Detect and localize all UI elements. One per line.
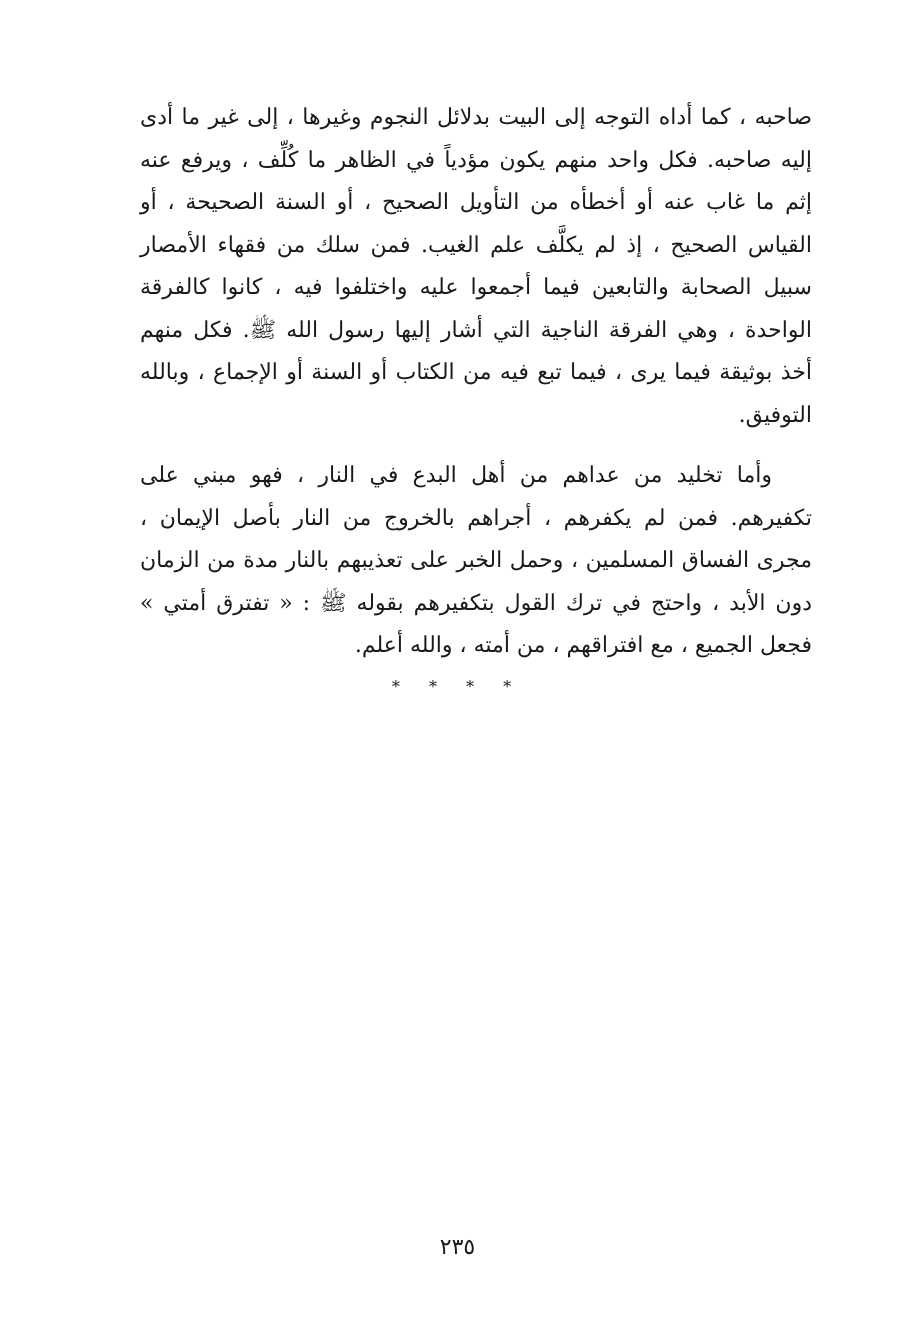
section-separator: * * * * [391,677,524,696]
paragraph-1: صاحبه ، كما أداه التوجه إلى البيت بدلائل النجوم وغيرها ، إلى غير ما أدى إليه صاحبه. فكل واحد منهم يكون مؤدياً في الظاهر ما كُلِّف ، ويرفع عنه إثم ما غاب عنه أو أخطأه من التأويل الصحيح ، أو السنة الصحيحة ، أو القياس الصحيح ، إذ لم يكلَّف علم الغيب. فمن سلك من فقهاء الأمصار سبيل الصحابة والتابعين فيما أجمعوا عليه واختلفوا فيه ، كانوا كالفرقة الواحدة ، وهي الفرقة الناجية التي أشار إليها رسول الله ﷺ. فكل منهم أخذ بوثيقة فيما يرى ، فيما تبع فيه من الكتاب أو السنة أو الإجماع ، وبالله التوفيق. [140,105,812,428]
paragraph-2: وأما تخليد من عداهم من أهل البدع في النار ، فهو مبني على تكفيرهم. فمن لم يكفرهم ، أجراهم بالخروج من النار بأصل الإيمان ، مجرى الفساق المسلمين ، وحمل الخبر على تعذيبهم بالنار مدة من الزمان دون الأبد ، واحتج في ترك القول بتكفيرهم بقوله ﷺ : « تفترق أمتي » فجعل الجميع ، مع افتراقهم ، من أمته ، والله أعلم. [140,463,812,658]
page-number: ٢٣٥ [439,1235,476,1260]
body-text [140,97,812,668]
